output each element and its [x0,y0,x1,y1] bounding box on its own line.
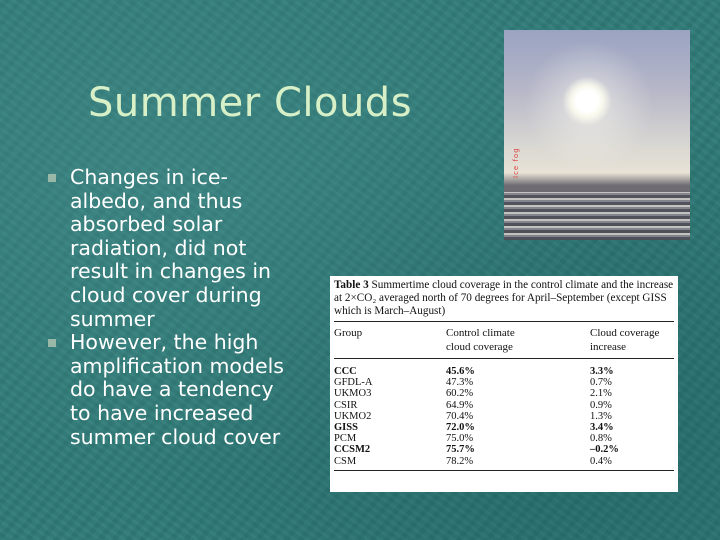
cell-control: 60.2% [446,388,474,400]
square-bullet-icon [48,174,56,182]
cell-group: UKMO3 [334,388,372,400]
header-increase-2: increase [590,341,627,353]
cell-increase: 0.7% [590,377,612,389]
cell-group: CSIR [334,399,358,411]
table-3 [330,276,678,492]
bullet-item [48,331,298,449]
table-header-rule [334,358,674,359]
slide-title: Summer Clouds [88,80,413,126]
table-row [334,444,674,455]
bullet-text: Changes in ice-albedo, and thus absorbed solar radiation, did not result in changes in cloud cover during summer [70,165,272,331]
cell-control: 45.6% [446,366,475,377]
cell-increase: 0.9% [590,399,612,411]
cell-increase: 0.8% [590,433,612,445]
cell-increase: –0.2% [590,444,619,456]
photo-watermark: Ice fog [512,147,520,178]
bullet-item [48,166,298,331]
arctic-sun-photo [504,30,690,240]
table-top-rule [334,321,674,322]
cell-group: CSM [334,455,357,467]
cell-increase: 3.4% [590,422,614,433]
table-row [334,456,674,467]
cell-group: CCC [334,366,357,377]
cell-increase: 3.3% [590,366,614,377]
cell-increase: 0.4% [590,455,612,467]
header-control-1: Control climate [446,327,515,339]
cell-group: UKMO2 [334,410,372,422]
cell-group: CCSM2 [334,444,371,456]
square-bullet-icon [48,339,56,347]
cell-increase: 1.3% [590,410,612,422]
cell-group: GISS [334,422,358,433]
cell-group: PCM [334,433,357,445]
cell-control: 75.7% [446,444,475,456]
table-bottom-rule [334,470,674,471]
sun-icon [562,76,612,126]
table-row [334,411,674,422]
header-control-2: cloud coverage [446,341,513,353]
bullet-text: However, the high amplification models do have a tendency to have increased summer cloud cover [70,330,284,449]
table-row [334,377,674,388]
cell-control: 47.3% [446,377,474,389]
sea-ice-horizon [504,192,690,240]
cell-control: 70.4% [446,410,474,422]
cell-increase: 2.1% [590,388,612,400]
header-increase-1: Cloud coverage [590,327,660,339]
table-caption-text: Summertime cloud coverage in the control climate and the increase at 2×CO₂ averaged north of 70 degrees for April–September (except GISS which is March–August) [334,279,674,317]
cell-control: 72.0% [446,422,475,433]
table-row [334,422,674,433]
table-row [334,366,674,377]
table-row [334,433,674,444]
cell-control: 78.2% [446,455,474,467]
cell-control: 64.9% [446,399,474,411]
table-caption [334,279,676,318]
table-row [334,388,674,399]
table-label: Table 3 [334,279,369,291]
cell-control: 75.0% [446,433,474,445]
cell-group: GFDL-A [334,377,373,389]
header-group: Group [334,327,363,339]
bullet-list [48,166,298,449]
table-row [334,400,674,411]
